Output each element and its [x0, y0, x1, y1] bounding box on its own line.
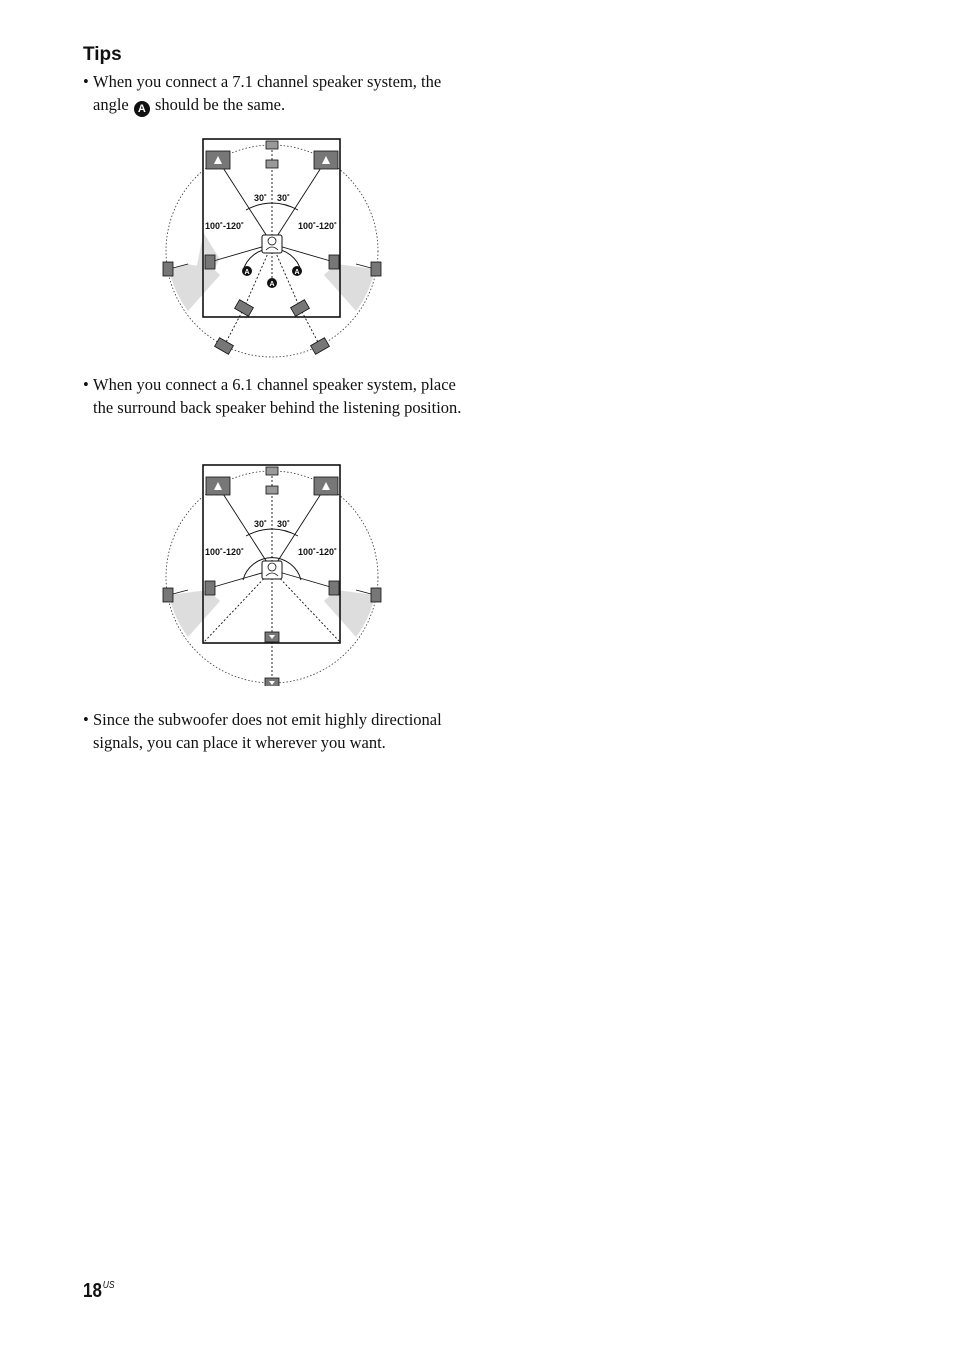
tip-text: Since the subwoofer does not emit highly directional signals, you can place it wherever you want.	[93, 710, 442, 752]
speaker-center	[266, 160, 278, 168]
speaker-layout-7-1-diagram	[160, 136, 384, 360]
speaker-surround-left-inner	[205, 581, 215, 595]
angle-label: 30˚	[277, 193, 291, 203]
speaker-layout-6-1-diagram	[160, 462, 384, 686]
angle-label: 100˚-120˚	[205, 221, 245, 231]
tip-text: When you connect a 6.1 channel speaker system, place the surround back speaker behind the listening position.	[93, 375, 462, 417]
page-region: US	[102, 1280, 115, 1291]
page-number	[83, 1280, 115, 1303]
tip-text	[83, 70, 463, 117]
speaker-back-left-inner	[235, 300, 254, 317]
speaker-back-left-outer	[215, 338, 234, 355]
svg-text:A: A	[294, 269, 300, 276]
tip-item-3	[83, 708, 463, 754]
speaker-surround-left-outer	[163, 588, 173, 602]
speaker-surround-right-inner	[329, 255, 339, 269]
speaker-front-left	[206, 151, 230, 169]
speaker-top	[266, 467, 278, 475]
angle-a-badge: A	[134, 101, 150, 117]
speaker-front-right	[314, 477, 338, 495]
speaker-surround-right-inner	[329, 581, 339, 595]
speaker-surround-back-outer	[265, 678, 279, 686]
speaker-surround-left-outer	[163, 262, 173, 276]
bullet: •	[83, 710, 89, 729]
speaker-center	[266, 486, 278, 494]
surround-zone-right-fill	[324, 264, 375, 311]
speaker-surround-left-inner	[205, 255, 215, 269]
listener-icon	[262, 235, 282, 253]
tip-item-1	[83, 70, 463, 117]
tip-text-part: When you connect a 7.1 channel speaker system, the angle	[93, 72, 442, 114]
speaker-back-right-inner	[291, 300, 310, 317]
bullet: •	[83, 375, 89, 394]
angle-label: 30˚	[253, 193, 267, 203]
angle-label: 100˚-120˚	[297, 221, 337, 231]
speaker-surround-right-outer	[371, 588, 381, 602]
speaker-surround-back-inner	[265, 632, 279, 642]
speaker-front-left	[206, 477, 230, 495]
speaker-surround-right-outer	[371, 262, 381, 276]
angle-label: 100˚-120˚	[205, 547, 245, 557]
angle-label: 30˚	[277, 519, 291, 529]
tips-heading: Tips	[83, 44, 122, 65]
angle-label: 30˚	[253, 519, 267, 529]
surround-zone-right-fill	[324, 590, 375, 637]
listener-icon	[262, 561, 282, 579]
page-number-value: 18	[83, 1280, 102, 1302]
speaker-front-right	[314, 151, 338, 169]
tip-text-part: should be the same.	[154, 95, 286, 114]
svg-text:A: A	[269, 281, 275, 288]
angle-label: 100˚-120˚	[297, 547, 337, 557]
bullet: •	[83, 72, 89, 91]
speaker-top	[266, 141, 278, 149]
svg-text:A: A	[244, 269, 250, 276]
surround-zone-left-fill	[169, 590, 220, 637]
surround-zone-left-fill	[169, 264, 220, 311]
speaker-back-right-outer	[311, 338, 330, 355]
tip-item-2	[83, 373, 463, 419]
